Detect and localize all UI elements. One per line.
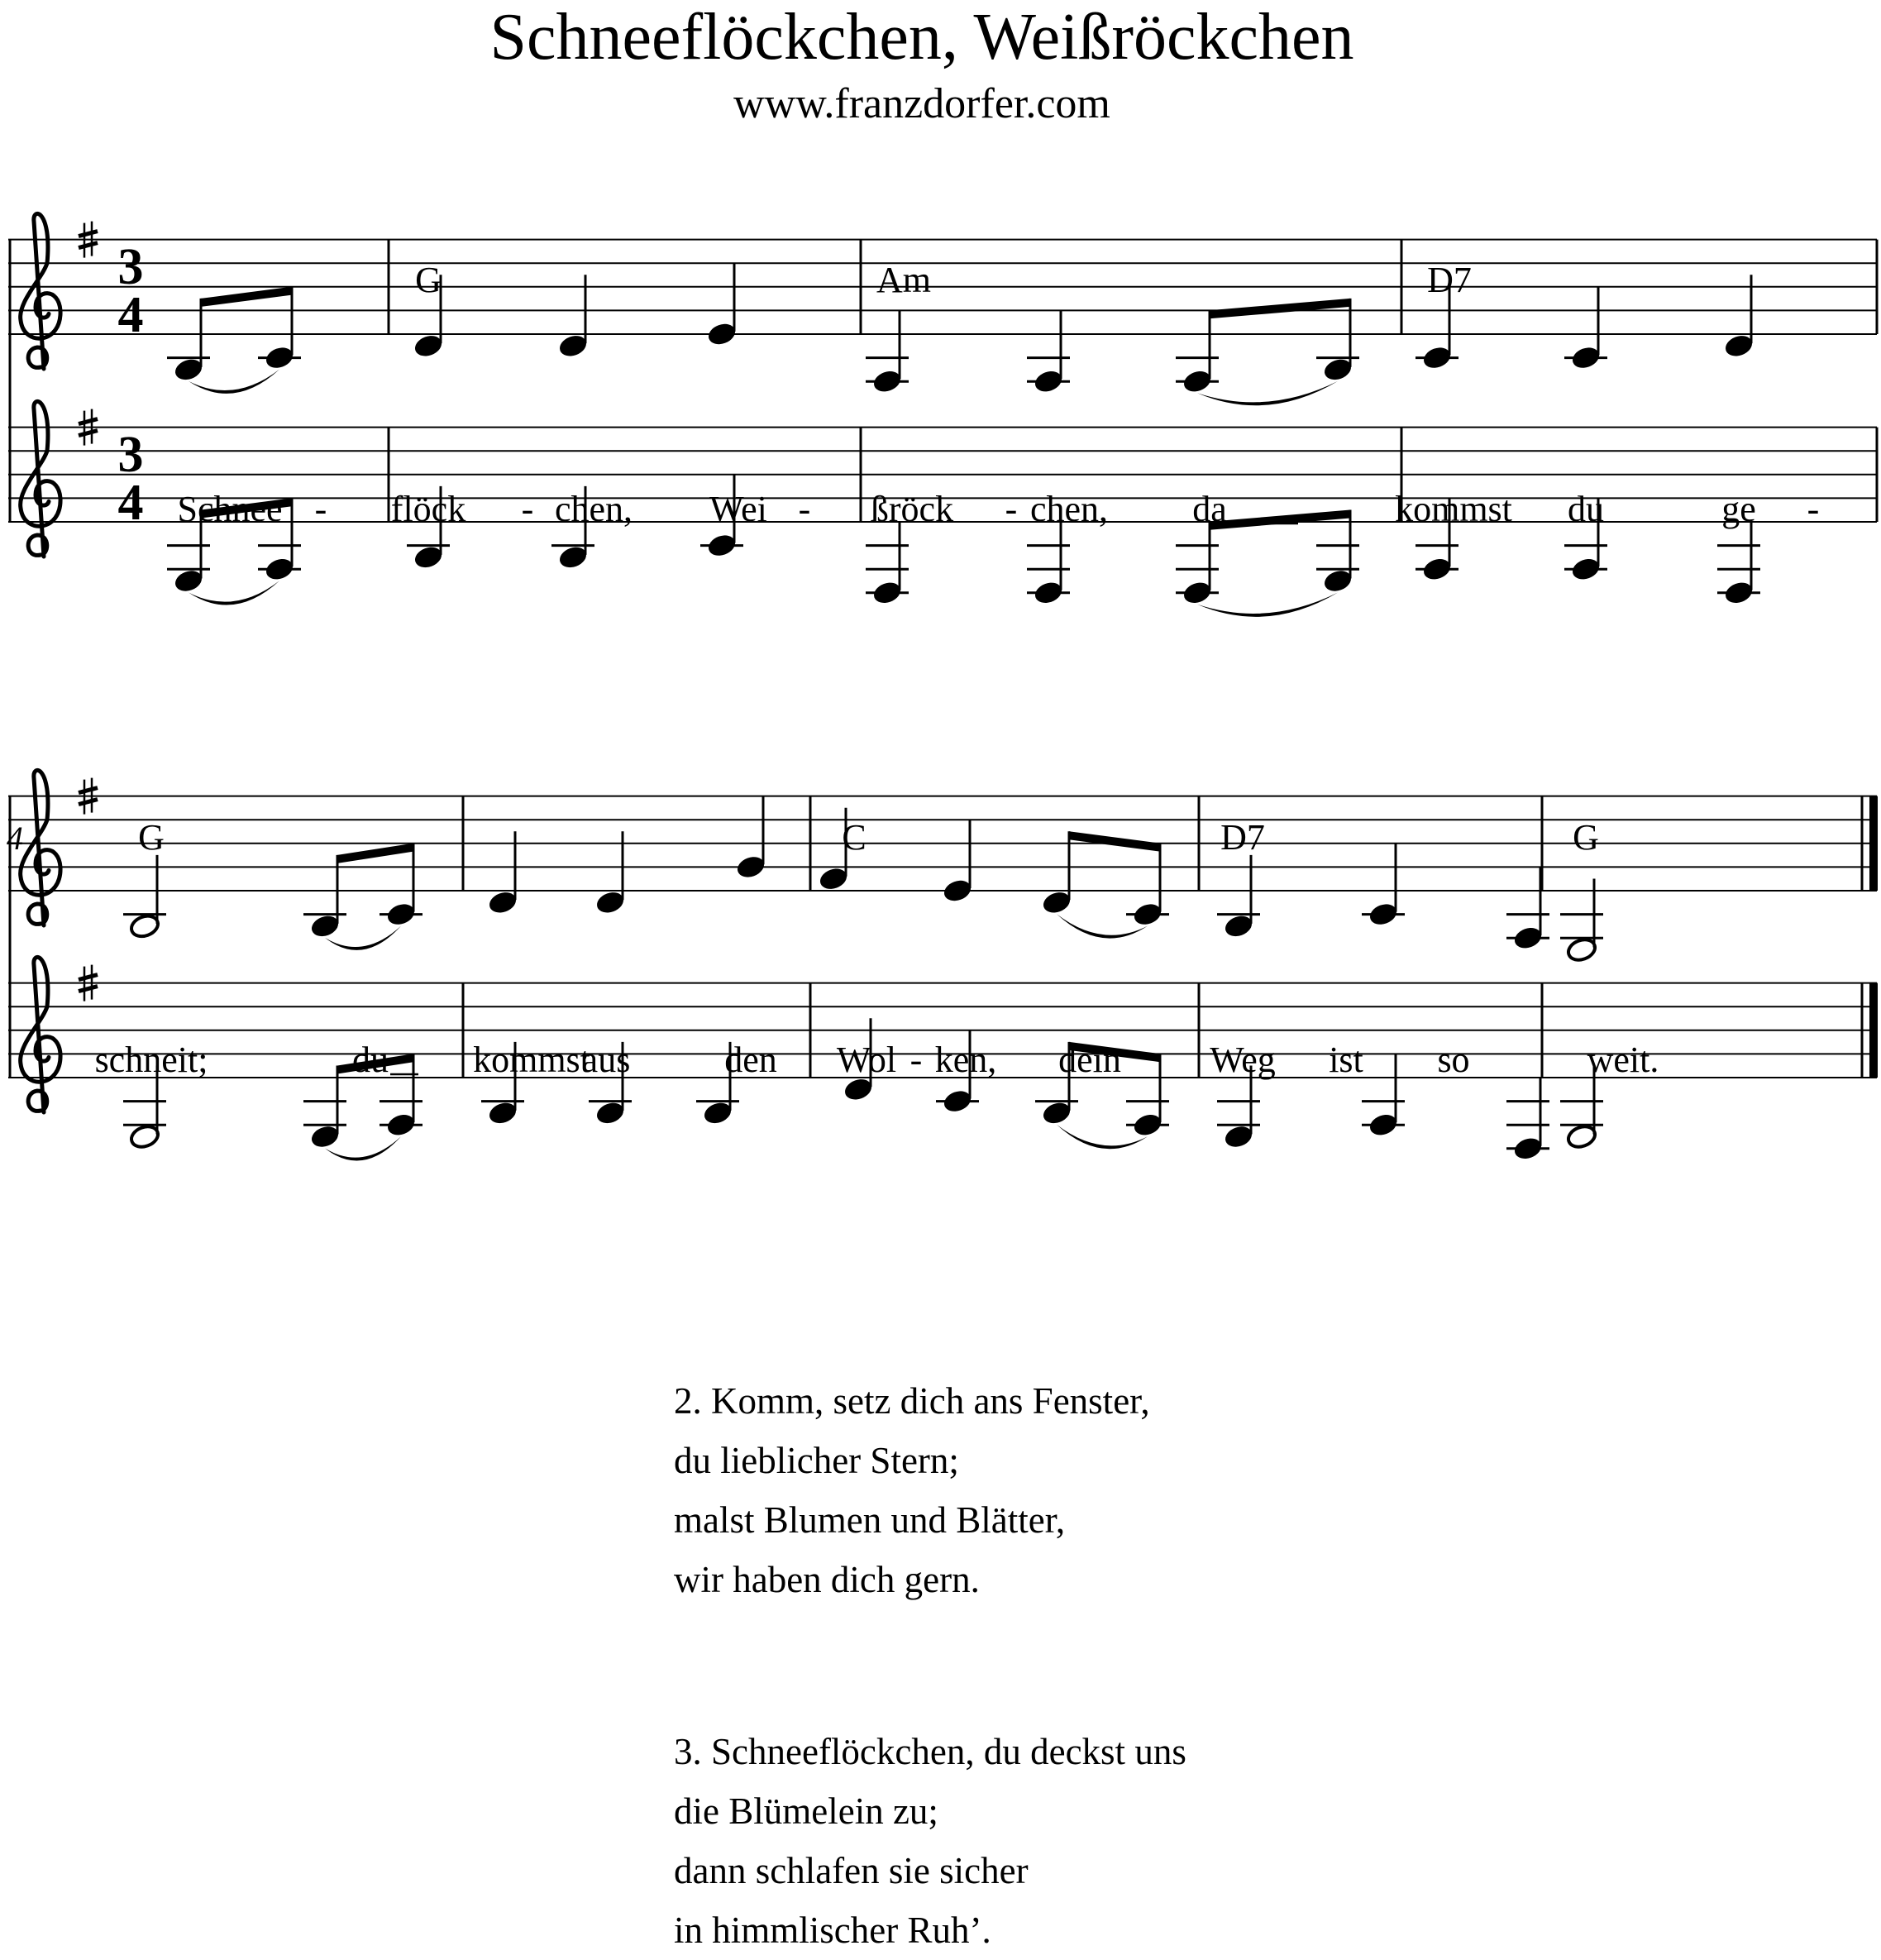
chord-symbol: G [415,260,442,300]
treble-clef [21,957,60,1112]
verse-line: 3. Schneeflöckchen, du deckst uns [674,1731,1186,1772]
sharp-stroke [79,975,98,980]
lyric-hyphen: - [521,489,534,529]
lyric-syllable: ge [1721,489,1756,529]
sharp-stroke [79,788,98,793]
tie-slur [189,581,279,605]
measure-number: 4 [7,820,23,857]
lyric-syllable: Weg [1210,1040,1276,1080]
note [1506,1078,1549,1162]
verse-line: in himmlischer Ruh’. [674,1910,991,1951]
chord-symbol: C [842,817,867,858]
time-signature-denominator: 4 [117,474,144,531]
verse-3 [674,1722,1186,1960]
treble-clef [21,213,60,369]
lyric-hyphen: - [314,489,327,529]
verse-line: dann schlafen sie sicher [674,1850,1029,1891]
note [1027,310,1070,394]
clef-path [21,401,60,557]
lyric-syllable: den [724,1040,777,1080]
beam [1210,299,1350,318]
note [1126,1054,1169,1138]
note [1362,844,1405,928]
lyric-syllable: ßröck [870,489,954,529]
note [1176,522,1219,606]
sharp-stroke [79,800,98,805]
lyric-syllable: aus [581,1040,631,1080]
lyric-syllable: Wol [836,1040,897,1080]
lyric-syllable: da [1192,489,1227,529]
verse-line: die Blümelein zu; [674,1790,938,1832]
lyric-hyphen: - [1807,489,1820,529]
lyric-syllable: kommst [1395,489,1512,529]
note [1126,844,1169,928]
verse-line: wir haben dich gern. [674,1559,980,1600]
chord-symbol: Am [876,260,931,300]
tie-slur [1197,593,1338,617]
note [1176,310,1219,394]
note [866,522,909,606]
sharp-stroke [79,243,98,248]
beam [337,844,413,863]
website-link[interactable]: www.franzdorfer.com [733,80,1110,127]
lyric-syllable: dein [1058,1040,1121,1080]
note [1564,287,1607,371]
verse-line: malst Blumen und Blätter, [674,1499,1066,1541]
clef-path [21,770,60,925]
lyric-hyphen: - [909,1040,923,1080]
note [735,796,767,880]
sharp-stroke [79,987,98,992]
lyric-syllable: du [1568,489,1604,529]
verse-line: 2. Komm, setz dich ans Fenster, [674,1380,1150,1422]
lyric-syllable: Schnee [177,489,283,529]
beam [1210,510,1350,530]
note [380,844,423,928]
melody-staff [8,240,1877,334]
beam [1069,831,1160,851]
tie-slur [325,926,401,950]
lyric-hyphen: - [1005,489,1018,529]
chord-symbol: D7 [1427,260,1472,300]
treble-clef [21,770,60,925]
lyric-syllable: schneit; [94,1040,208,1080]
note [942,820,974,904]
note [258,287,301,371]
lyric-syllable: chen, [1029,489,1109,529]
lyric-syllable: du [352,1040,389,1080]
verse-line: du lieblicher Stern; [674,1440,959,1481]
time-signature-numerator: 3 [117,238,144,295]
tie-slur [1197,381,1338,405]
clef-path [21,957,60,1112]
time-signature-denominator: 4 [117,286,144,343]
lyric-syllable: kommst [473,1040,590,1080]
note [1027,522,1070,606]
note [706,263,738,347]
tie-slur [325,1136,401,1160]
sharp-stroke [79,431,98,436]
lyric-syllable: Wei [709,489,767,529]
lyric-syllable: ist [1329,1040,1363,1080]
lyric-syllable: so [1437,1040,1470,1080]
verse-2 [674,1371,1150,1609]
note [1717,522,1760,606]
treble-clef [21,401,60,557]
tie-slur [1057,1125,1148,1149]
chord-symbol: G [138,817,165,858]
tie-slur [1057,914,1148,938]
time-signature-numerator: 3 [117,426,144,483]
chord-symbol: G [1573,817,1599,858]
sharp-stroke [79,232,98,237]
lyric-syllable: ken, [934,1040,997,1080]
song-title: Schneeflöckchen, Weißröckchen [489,1,1354,74]
lyric-hyphen: - [798,489,811,529]
note [866,310,909,394]
lyric-syllable: weit. [1587,1040,1659,1080]
beam [201,287,292,307]
lyric-syllable: flöck [390,489,466,529]
chord-symbol: D7 [1220,817,1265,858]
note [1362,1054,1405,1138]
clef-path [21,213,60,369]
lyric-syllable: chen, [554,489,633,529]
sharp-stroke [79,419,98,424]
tie-slur [189,370,279,394]
